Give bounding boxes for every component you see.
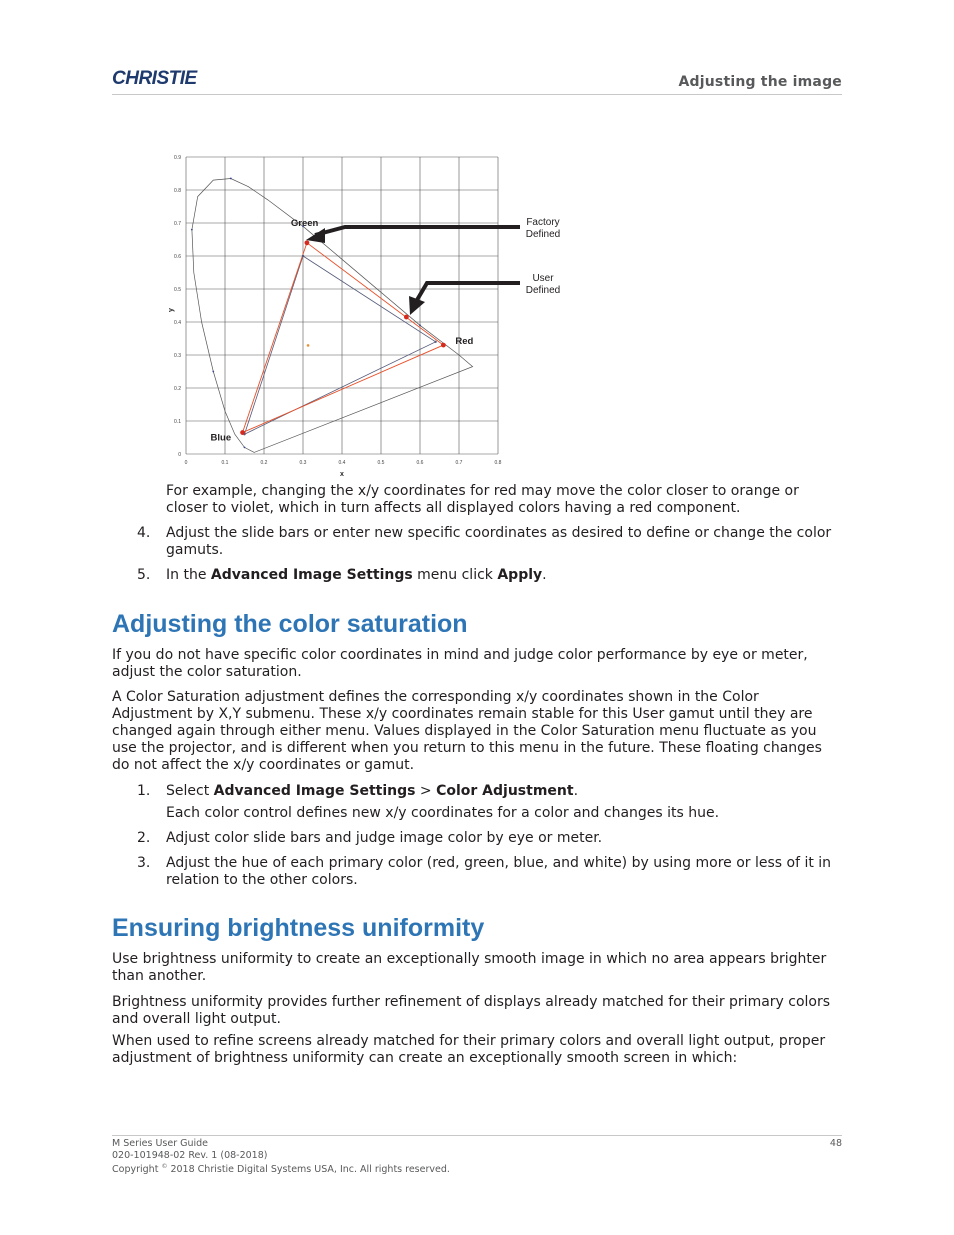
x-tick-label: 0.8: [494, 460, 502, 466]
y-tick-label: 0.2: [174, 386, 181, 392]
heading-color-saturation: Adjusting the color saturation: [112, 610, 468, 638]
list-subtext: Each color control defines new x/y coordinates for a color and changes its hue.: [166, 805, 720, 821]
list-text: Adjust the hue of each primary color (red, green, blue, and white) by using more or less of it in relation to the other colors.: [166, 855, 832, 888]
user-defined-label-line1: User: [532, 273, 554, 284]
x-tick-label: 0.3: [299, 460, 307, 466]
factory-defined-label-line2: Defined: [525, 229, 561, 240]
paragraph: Use brightness uniformity to create an exceptionally smooth image in which no area appears brighter than another.: [112, 951, 827, 984]
user-point: [305, 240, 310, 245]
list-number: 5.: [137, 567, 151, 583]
x-tick-label: 0.7: [455, 460, 463, 466]
blue-label: Blue: [210, 432, 232, 444]
y-tick-label: 0.4: [174, 320, 181, 326]
x-tick-label: 0: [184, 460, 188, 466]
paragraph: If you do not have specific color coordinates in mind and judge color performance by eye or meter, adjust the color saturation.: [112, 647, 808, 680]
user-point: [404, 315, 409, 320]
ui-term: Advanced Image Settings: [210, 567, 413, 583]
locus-point: [419, 324, 421, 326]
factory-point: [434, 341, 436, 343]
y-tick-label: 0: [178, 452, 181, 458]
y-tick-label: 0.7: [174, 221, 181, 227]
user-defined-arrow: [409, 283, 520, 315]
spectral-locus: [192, 179, 473, 453]
user-point: [441, 343, 446, 348]
locus-point: [244, 447, 246, 449]
x-tick-label: 0.6: [416, 460, 424, 466]
x-tick-label: 0.2: [260, 460, 268, 466]
y-tick-label: 0.6: [174, 254, 181, 260]
locus-point: [191, 229, 193, 231]
user-point: [240, 430, 245, 435]
y-tick-label: 0.3: [174, 353, 181, 359]
y-tick-label: 0.5: [174, 287, 181, 293]
user-gamut-triangle: [243, 243, 444, 433]
green-label: Green: [290, 217, 319, 229]
locus-point: [230, 178, 232, 180]
paragraph: Brightness uniformity provides further refinement of displays already matched for their primary colors and overall light output.: [112, 994, 831, 1027]
white-point-marker: [307, 344, 310, 347]
list-number: 3.: [137, 855, 151, 871]
red-label: Red: [455, 336, 474, 348]
logo-text: CHRISTIE: [112, 68, 197, 89]
y-tick-label: 0.1: [174, 419, 181, 425]
factory-defined-arrow: [306, 227, 520, 243]
copyright: Copyright © 2018 Christie Digital Systems USA, Inc. All rights reserved.: [112, 1163, 450, 1176]
list-number: 2.: [137, 830, 151, 846]
list-number: 1.: [137, 783, 151, 799]
page-number: 48: [829, 1138, 842, 1149]
factory-point: [302, 255, 304, 257]
section-title: Adjusting the image: [678, 74, 842, 90]
chromaticity-figure: [165, 150, 575, 480]
list-text: Adjust the slide bars or enter new specific coordinates as desired to define or change the color gamuts.: [166, 525, 832, 558]
x-axis-label: x: [340, 471, 344, 478]
header-divider: [112, 94, 842, 95]
paragraph: When used to refine screens already matched for their primary colors and overall light output, proper adjustment of brightness uniformity can create an exceptionally smooth screen in which:: [112, 1033, 826, 1066]
figure-explanation: For example, changing the x/y coordinates for red may move the color closer to orange or closer to violet, which in turn affects all displayed colors having a red component.: [166, 483, 799, 516]
user-defined-label-line2: Defined: [525, 285, 561, 296]
paragraph: A Color Saturation adjustment defines the corresponding x/y coordinates shown in the Color Adjustment by X,Y submenu. These x/y coordinates remain stable for this User gamut until they are changed again through either menu. Values displayed in the Color Saturation menu fluctuate as you use the projector, and is different when you return to this menu in the future. These floating changes do not affect the x/y coordinates or gamut.: [112, 689, 822, 773]
heading-brightness-uniformity: Ensuring brightness uniformity: [112, 914, 485, 942]
doc-number: 020-101948-02 Rev. 1 (08-2018): [112, 1149, 268, 1161]
chromaticity-chart: [165, 150, 575, 480]
footer-info: [112, 1138, 450, 1176]
chart-grid: [186, 157, 498, 454]
factory-defined-label-line1: Factory: [526, 217, 560, 228]
ui-term: Color Adjustment: [436, 783, 574, 799]
y-tick-label: 0.8: [174, 188, 181, 194]
list-text: Adjust color slide bars and judge image color by eye or meter.: [166, 830, 603, 846]
x-tick-label: 0.1: [221, 460, 229, 466]
list-text: Select Advanced Image Settings > Color Adjustment.: [166, 783, 579, 799]
ui-term: Apply: [497, 567, 543, 583]
list-number: 4.: [137, 525, 151, 541]
list-text: In the Advanced Image Settings menu click Apply.: [166, 567, 547, 583]
footer-divider: [112, 1135, 842, 1136]
x-tick-label: 0.4: [338, 460, 346, 466]
y-axis-label: y: [168, 308, 175, 312]
christie-logo: [112, 64, 220, 90]
locus-point: [212, 371, 214, 373]
ui-term: Advanced Image Settings: [213, 783, 416, 799]
doc-title: M Series User Guide: [112, 1138, 209, 1149]
x-tick-label: 0.5: [377, 460, 385, 466]
factory-gamut-triangle: [245, 256, 436, 434]
y-tick-label: 0.9: [174, 155, 181, 161]
